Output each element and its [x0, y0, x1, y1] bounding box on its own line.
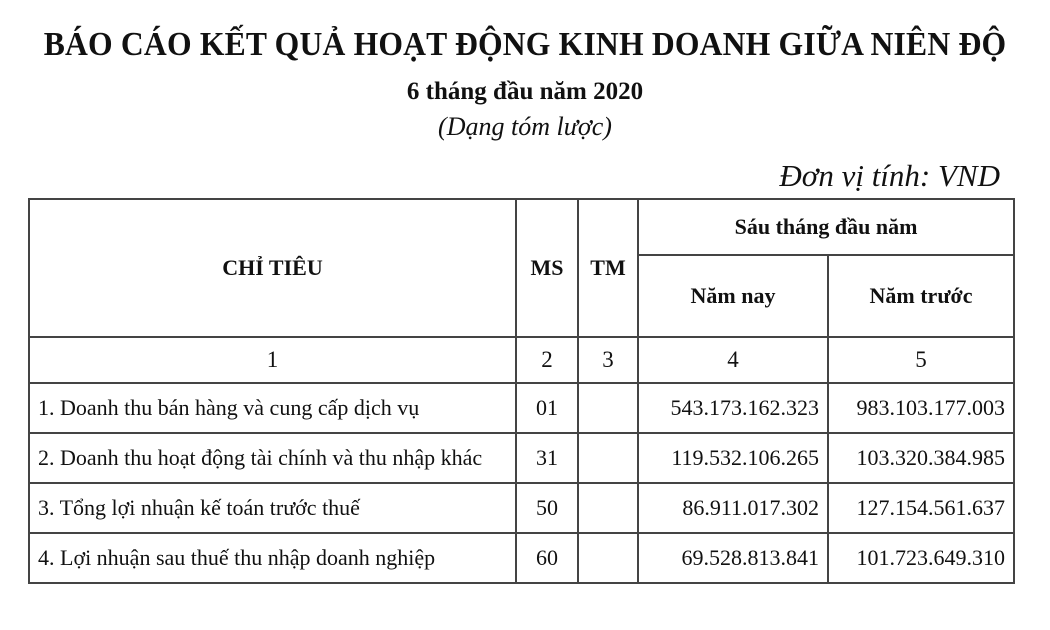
row-indicator: 1. Doanh thu bán hàng và cung cấp dịch vụ — [29, 383, 516, 433]
row-current-year: 86.911.017.302 — [638, 483, 828, 533]
header-tm: TM — [578, 199, 638, 337]
row-ms: 31 — [516, 433, 578, 483]
column-number: 3 — [578, 337, 638, 383]
report-title: BÁO CÁO KẾT QUẢ HOẠT ĐỘNG KINH DOANH GIỮA NIÊN ĐỘ — [43, 26, 1007, 63]
header-current-year: Năm nay — [638, 255, 828, 337]
table-row — [29, 483, 1014, 533]
header-row — [29, 199, 1014, 255]
row-tm — [578, 533, 638, 583]
row-previous-year: 983.103.177.003 — [828, 383, 1014, 433]
row-tm — [578, 433, 638, 483]
row-current-year: 69.528.813.841 — [638, 533, 828, 583]
column-number: 1 — [29, 337, 516, 383]
header-ms: MS — [516, 199, 578, 337]
column-number-row — [29, 337, 1014, 383]
row-previous-year: 103.320.384.985 — [828, 433, 1014, 483]
row-ms: 01 — [516, 383, 578, 433]
row-current-year: 543.173.162.323 — [638, 383, 828, 433]
row-ms: 60 — [516, 533, 578, 583]
row-previous-year: 127.154.561.637 — [828, 483, 1014, 533]
table-row — [29, 433, 1014, 483]
table-row — [29, 533, 1014, 583]
table-row — [29, 383, 1014, 433]
currency-unit: Đơn vị tính: VND — [779, 158, 1000, 193]
header-six-months: Sáu tháng đầu năm — [638, 199, 1014, 255]
row-indicator: 4. Lợi nhuận sau thuế thu nhập doanh nghiệp — [29, 533, 516, 583]
row-previous-year: 101.723.649.310 — [828, 533, 1014, 583]
row-indicator: 3. Tổng lợi nhuận kế toán trước thuế — [29, 483, 516, 533]
row-ms: 50 — [516, 483, 578, 533]
row-indicator: 2. Doanh thu hoạt động tài chính và thu nhập khác — [29, 433, 516, 483]
column-number: 5 — [828, 337, 1014, 383]
row-tm — [578, 483, 638, 533]
report-form-note: (Dạng tóm lược) — [438, 112, 612, 141]
income-statement-table — [28, 198, 1015, 584]
report-period: 6 tháng đầu năm 2020 — [406, 78, 644, 105]
header-indicator: CHỈ TIÊU — [29, 199, 516, 337]
row-current-year: 119.532.106.265 — [638, 433, 828, 483]
column-number: 2 — [516, 337, 578, 383]
column-number: 4 — [638, 337, 828, 383]
header-previous-year: Năm trước — [828, 255, 1014, 337]
row-tm — [578, 383, 638, 433]
